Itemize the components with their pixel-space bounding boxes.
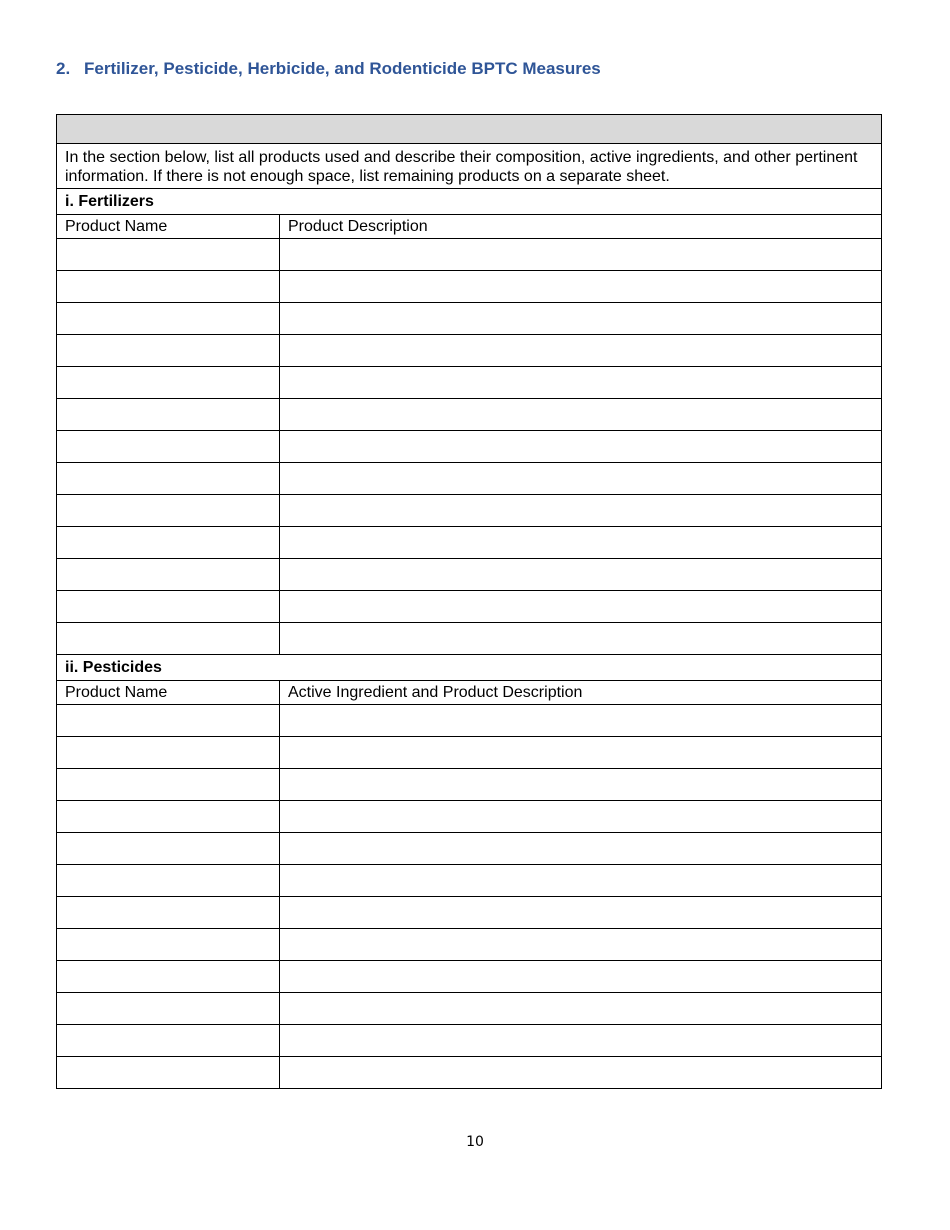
fertilizers-col-product-name: Product Name (57, 215, 280, 239)
fertilizers-product-description-field[interactable] (280, 335, 882, 367)
fertilizers-product-name-field[interactable] (57, 623, 280, 655)
instructions-row (57, 144, 882, 189)
pesticides-product-description-field[interactable] (280, 993, 882, 1025)
fertilizers-entry-row (57, 623, 882, 655)
fertilizers-product-description-field[interactable] (280, 591, 882, 623)
pesticides-product-name-field[interactable] (57, 865, 280, 897)
fertilizers-product-description-field[interactable] (280, 367, 882, 399)
fertilizers-product-description-field[interactable] (280, 495, 882, 527)
fertilizers-section-row (57, 189, 882, 215)
pesticides-product-description-field[interactable] (280, 769, 882, 801)
fertilizers-product-description-field[interactable] (280, 271, 882, 303)
fertilizers-entry-row (57, 399, 882, 431)
pesticides-entry-row (57, 1057, 882, 1089)
pesticides-entry-row (57, 833, 882, 865)
fertilizers-product-name-field[interactable] (57, 239, 280, 271)
pesticides-entry-row (57, 705, 882, 737)
pesticides-section-row (57, 655, 882, 681)
pesticides-product-name-field[interactable] (57, 929, 280, 961)
fertilizers-entry-row (57, 303, 882, 335)
pesticides-product-name-field[interactable] (57, 705, 280, 737)
fertilizers-entry-row (57, 367, 882, 399)
pesticides-product-name-field[interactable] (57, 1057, 280, 1089)
pesticides-entry-row (57, 801, 882, 833)
fertilizers-product-name-field[interactable] (57, 463, 280, 495)
fertilizers-product-name-field[interactable] (57, 367, 280, 399)
pesticides-section-title: ii. Pesticides (57, 655, 882, 681)
pesticides-product-description-field[interactable] (280, 801, 882, 833)
pesticides-col-active-ingredient: Active Ingredient and Product Description (280, 681, 882, 705)
pesticides-product-description-field[interactable] (280, 961, 882, 993)
page-number: 10 (466, 1134, 484, 1150)
pesticides-product-name-field[interactable] (57, 769, 280, 801)
pesticides-entry-row (57, 769, 882, 801)
fertilizers-product-name-field[interactable] (57, 591, 280, 623)
section-heading (56, 59, 601, 79)
pesticides-product-name-field[interactable] (57, 737, 280, 769)
pesticides-col-product-name: Product Name (57, 681, 280, 705)
fertilizers-entry-row (57, 527, 882, 559)
fertilizers-product-description-field[interactable] (280, 399, 882, 431)
section-title: Fertilizer, Pesticide, Herbicide, and Rodenticide BPTC Measures (84, 59, 601, 78)
fertilizers-entry-row (57, 239, 882, 271)
fertilizers-product-name-field[interactable] (57, 527, 280, 559)
pesticides-entry-row (57, 865, 882, 897)
fertilizers-product-name-field[interactable] (57, 495, 280, 527)
section-number: 2. (56, 59, 71, 78)
fertilizers-entry-row (57, 463, 882, 495)
pesticides-product-description-field[interactable] (280, 929, 882, 961)
fertilizers-product-name-field[interactable] (57, 303, 280, 335)
fertilizers-product-description-field[interactable] (280, 303, 882, 335)
fertilizers-entry-row (57, 271, 882, 303)
pesticides-product-description-field[interactable] (280, 705, 882, 737)
fertilizers-product-name-field[interactable] (57, 399, 280, 431)
pesticides-product-description-field[interactable] (280, 833, 882, 865)
pesticides-product-name-field[interactable] (57, 801, 280, 833)
fertilizers-product-description-field[interactable] (280, 463, 882, 495)
pesticides-product-description-field[interactable] (280, 1057, 882, 1089)
pesticides-entry-row (57, 897, 882, 929)
pesticides-product-name-field[interactable] (57, 833, 280, 865)
fertilizers-col-product-description: Product Description (280, 215, 882, 239)
pesticides-product-name-field[interactable] (57, 961, 280, 993)
fertilizers-entry-row (57, 431, 882, 463)
pesticides-column-header (57, 681, 882, 705)
pesticides-product-name-field[interactable] (57, 1025, 280, 1057)
products-form-table (56, 114, 882, 1089)
pesticides-entry-row (57, 929, 882, 961)
pesticides-entry-row (57, 961, 882, 993)
header-band-cell (57, 115, 882, 144)
fertilizers-product-name-field[interactable] (57, 271, 280, 303)
fertilizers-product-description-field[interactable] (280, 239, 882, 271)
pesticides-entry-row (57, 1025, 882, 1057)
fertilizers-product-description-field[interactable] (280, 623, 882, 655)
fertilizers-entry-row (57, 495, 882, 527)
pesticides-entry-row (57, 993, 882, 1025)
fertilizers-entry-row (57, 591, 882, 623)
fertilizers-product-name-field[interactable] (57, 431, 280, 463)
pesticides-entry-row (57, 737, 882, 769)
fertilizers-product-name-field[interactable] (57, 335, 280, 367)
pesticides-product-description-field[interactable] (280, 865, 882, 897)
fertilizers-product-name-field[interactable] (57, 559, 280, 591)
pesticides-product-name-field[interactable] (57, 897, 280, 929)
fertilizers-product-description-field[interactable] (280, 527, 882, 559)
fertilizers-column-header (57, 215, 882, 239)
fertilizers-entry-row (57, 559, 882, 591)
table-header-band (57, 115, 882, 144)
fertilizers-product-description-field[interactable] (280, 431, 882, 463)
fertilizers-entry-row (57, 335, 882, 367)
fertilizers-section-title: i. Fertilizers (57, 189, 882, 215)
instructions-text: In the section below, list all products used and describe their composition, active ingredients, and other pertinent information. If there is not enough space, list remaining products on a separate sheet. (57, 144, 882, 189)
pesticides-product-description-field[interactable] (280, 1025, 882, 1057)
pesticides-product-description-field[interactable] (280, 737, 882, 769)
fertilizers-product-description-field[interactable] (280, 559, 882, 591)
pesticides-product-name-field[interactable] (57, 993, 280, 1025)
pesticides-product-description-field[interactable] (280, 897, 882, 929)
